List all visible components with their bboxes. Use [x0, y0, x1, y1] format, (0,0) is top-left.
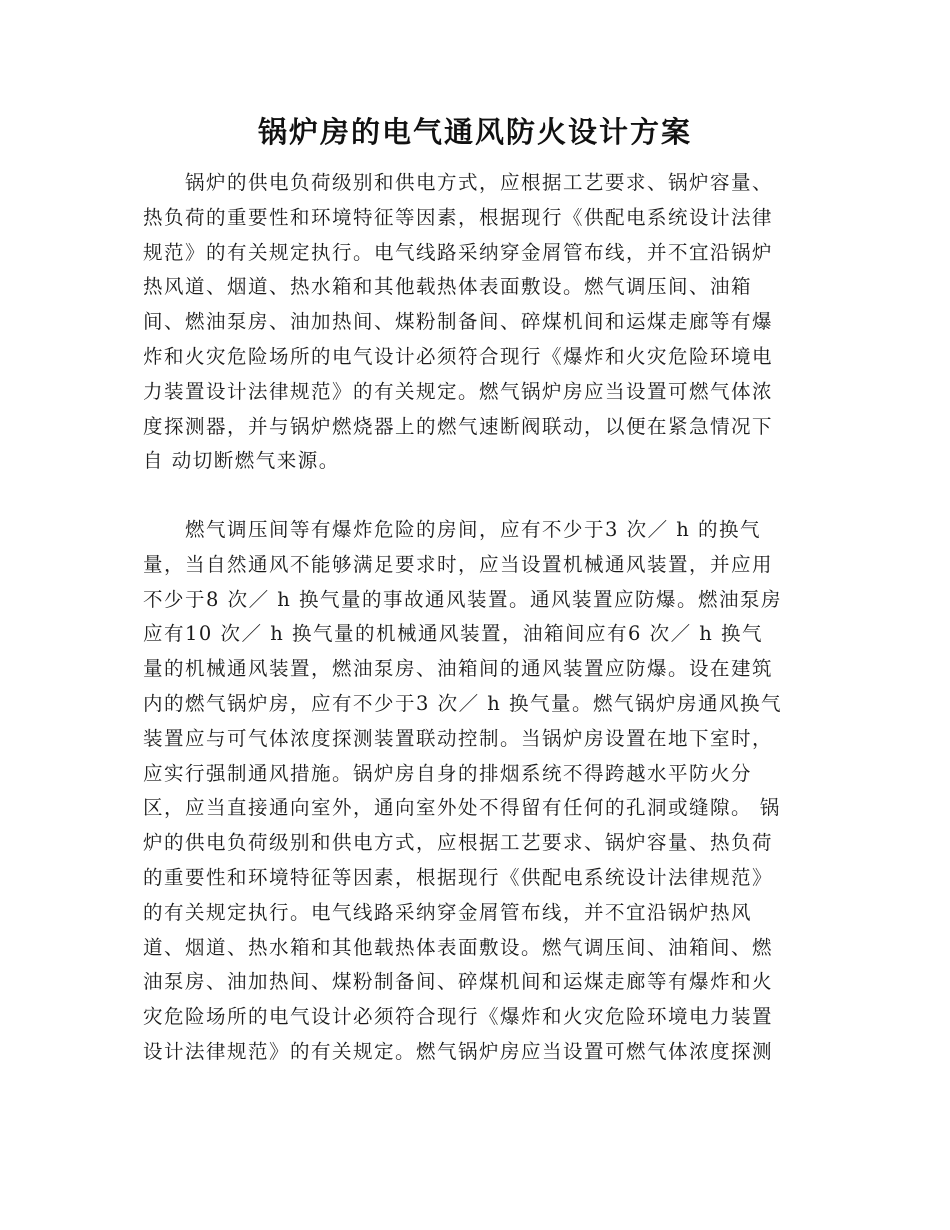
paragraph-line: 的重要性和环境特征等因素，根据现行《供配电系统设计法律规范》: [143, 865, 774, 889]
paragraph-2: [143, 513, 813, 1070]
paragraph-1: [143, 166, 813, 479]
paragraph-line: 装置应与可气体浓度探测装置联动控制。当锅炉房设置在地下室时，: [143, 726, 774, 750]
paragraph-line: 燃气调压间等有爆炸危险的房间，应有不少于3 次／ h 的换气: [143, 518, 762, 541]
paragraph-line: 不少于8 次／ h 换气量的事故通风装置。通风装置应防爆。燃油泵房: [143, 587, 783, 611]
paragraph-line: 应实行强制通风措施。锅炉房自身的排烟系统不得跨越水平防火分: [143, 761, 753, 785]
paragraph-line: 炸和火灾危险场所的电气设计必须符合现行《爆炸和火灾危险环境电: [143, 344, 774, 368]
paragraph-line: 间、燃油泵房、油加热间、煤粉制备间、碎煤机间和运煤走廊等有爆: [143, 310, 774, 334]
paragraph-line: 区，应当直接通向室外，通向室外处不得留有任何的孔洞或缝隙。 锅: [143, 796, 781, 820]
paragraph-line: 热风道、烟道、热水箱和其他载热体表面敷设。燃气调压间、油箱: [143, 275, 753, 299]
paragraph-line: 热负荷的重要性和环境特征等因素，根据现行《供配电系统设计法律: [143, 205, 774, 229]
paragraph-line: 道、烟道、热水箱和其他载热体表面敷设。燃气调压间、油箱间、燃: [143, 935, 774, 959]
paragraph-line: 自 动切断燃气来源。: [143, 449, 340, 473]
paragraph-line: 力装置设计法律规范》的有关规定。燃气锅炉房应当设置可燃气体浓: [143, 379, 774, 403]
paragraph-line: 度探测器，并与锅炉燃烧器上的燃气速断阀联动，以便在紧急情况下: [143, 414, 774, 438]
paragraph-line: 规范》的有关规定执行。电气线路采纳穿金屑管布线，并不宜沿锅炉: [143, 240, 774, 264]
paragraph-line: 量，当自然通风不能够满足要求时，应当设置机械通风装置，并应用: [143, 552, 774, 576]
paragraph-line: 应有10 次／ h 换气量的机械通风装置，油箱间应有6 次／ h 换气: [143, 622, 764, 646]
paragraph-line: 的有关规定执行。电气线路采纳穿金屑管布线，并不宜沿锅炉热风: [143, 900, 753, 924]
paragraph-line: 设计法律规范》的有关规定。燃气锅炉房应当设置可燃气体浓度探测: [143, 1039, 774, 1063]
paragraph-line: 炉的供电负荷级别和供电方式，应根据工艺要求、锅炉容量、热负荷: [143, 831, 774, 855]
paragraph-line: 锅炉的供电负荷级别和供电方式，应根据工艺要求、锅炉容量、: [143, 171, 774, 194]
paragraph-line: 灾危险场所的电气设计必须符合现行《爆炸和火灾危险环境电力装置: [143, 1005, 774, 1029]
paragraph-line: 油泵房、油加热间、煤粉制备间、碎煤机间和运煤走廊等有爆炸和火: [143, 970, 774, 994]
document-title: 锅炉房的电气通风防火设计方案: [257, 115, 692, 149]
paragraph-line: 量的机械通风装置，燃油泵房、油箱间的通风装置应防爆。设在建筑: [143, 657, 774, 681]
paragraph-line: 内的燃气锅炉房，应有不少于3 次／ h 换气量。燃气锅炉房通风换气: [143, 691, 783, 715]
